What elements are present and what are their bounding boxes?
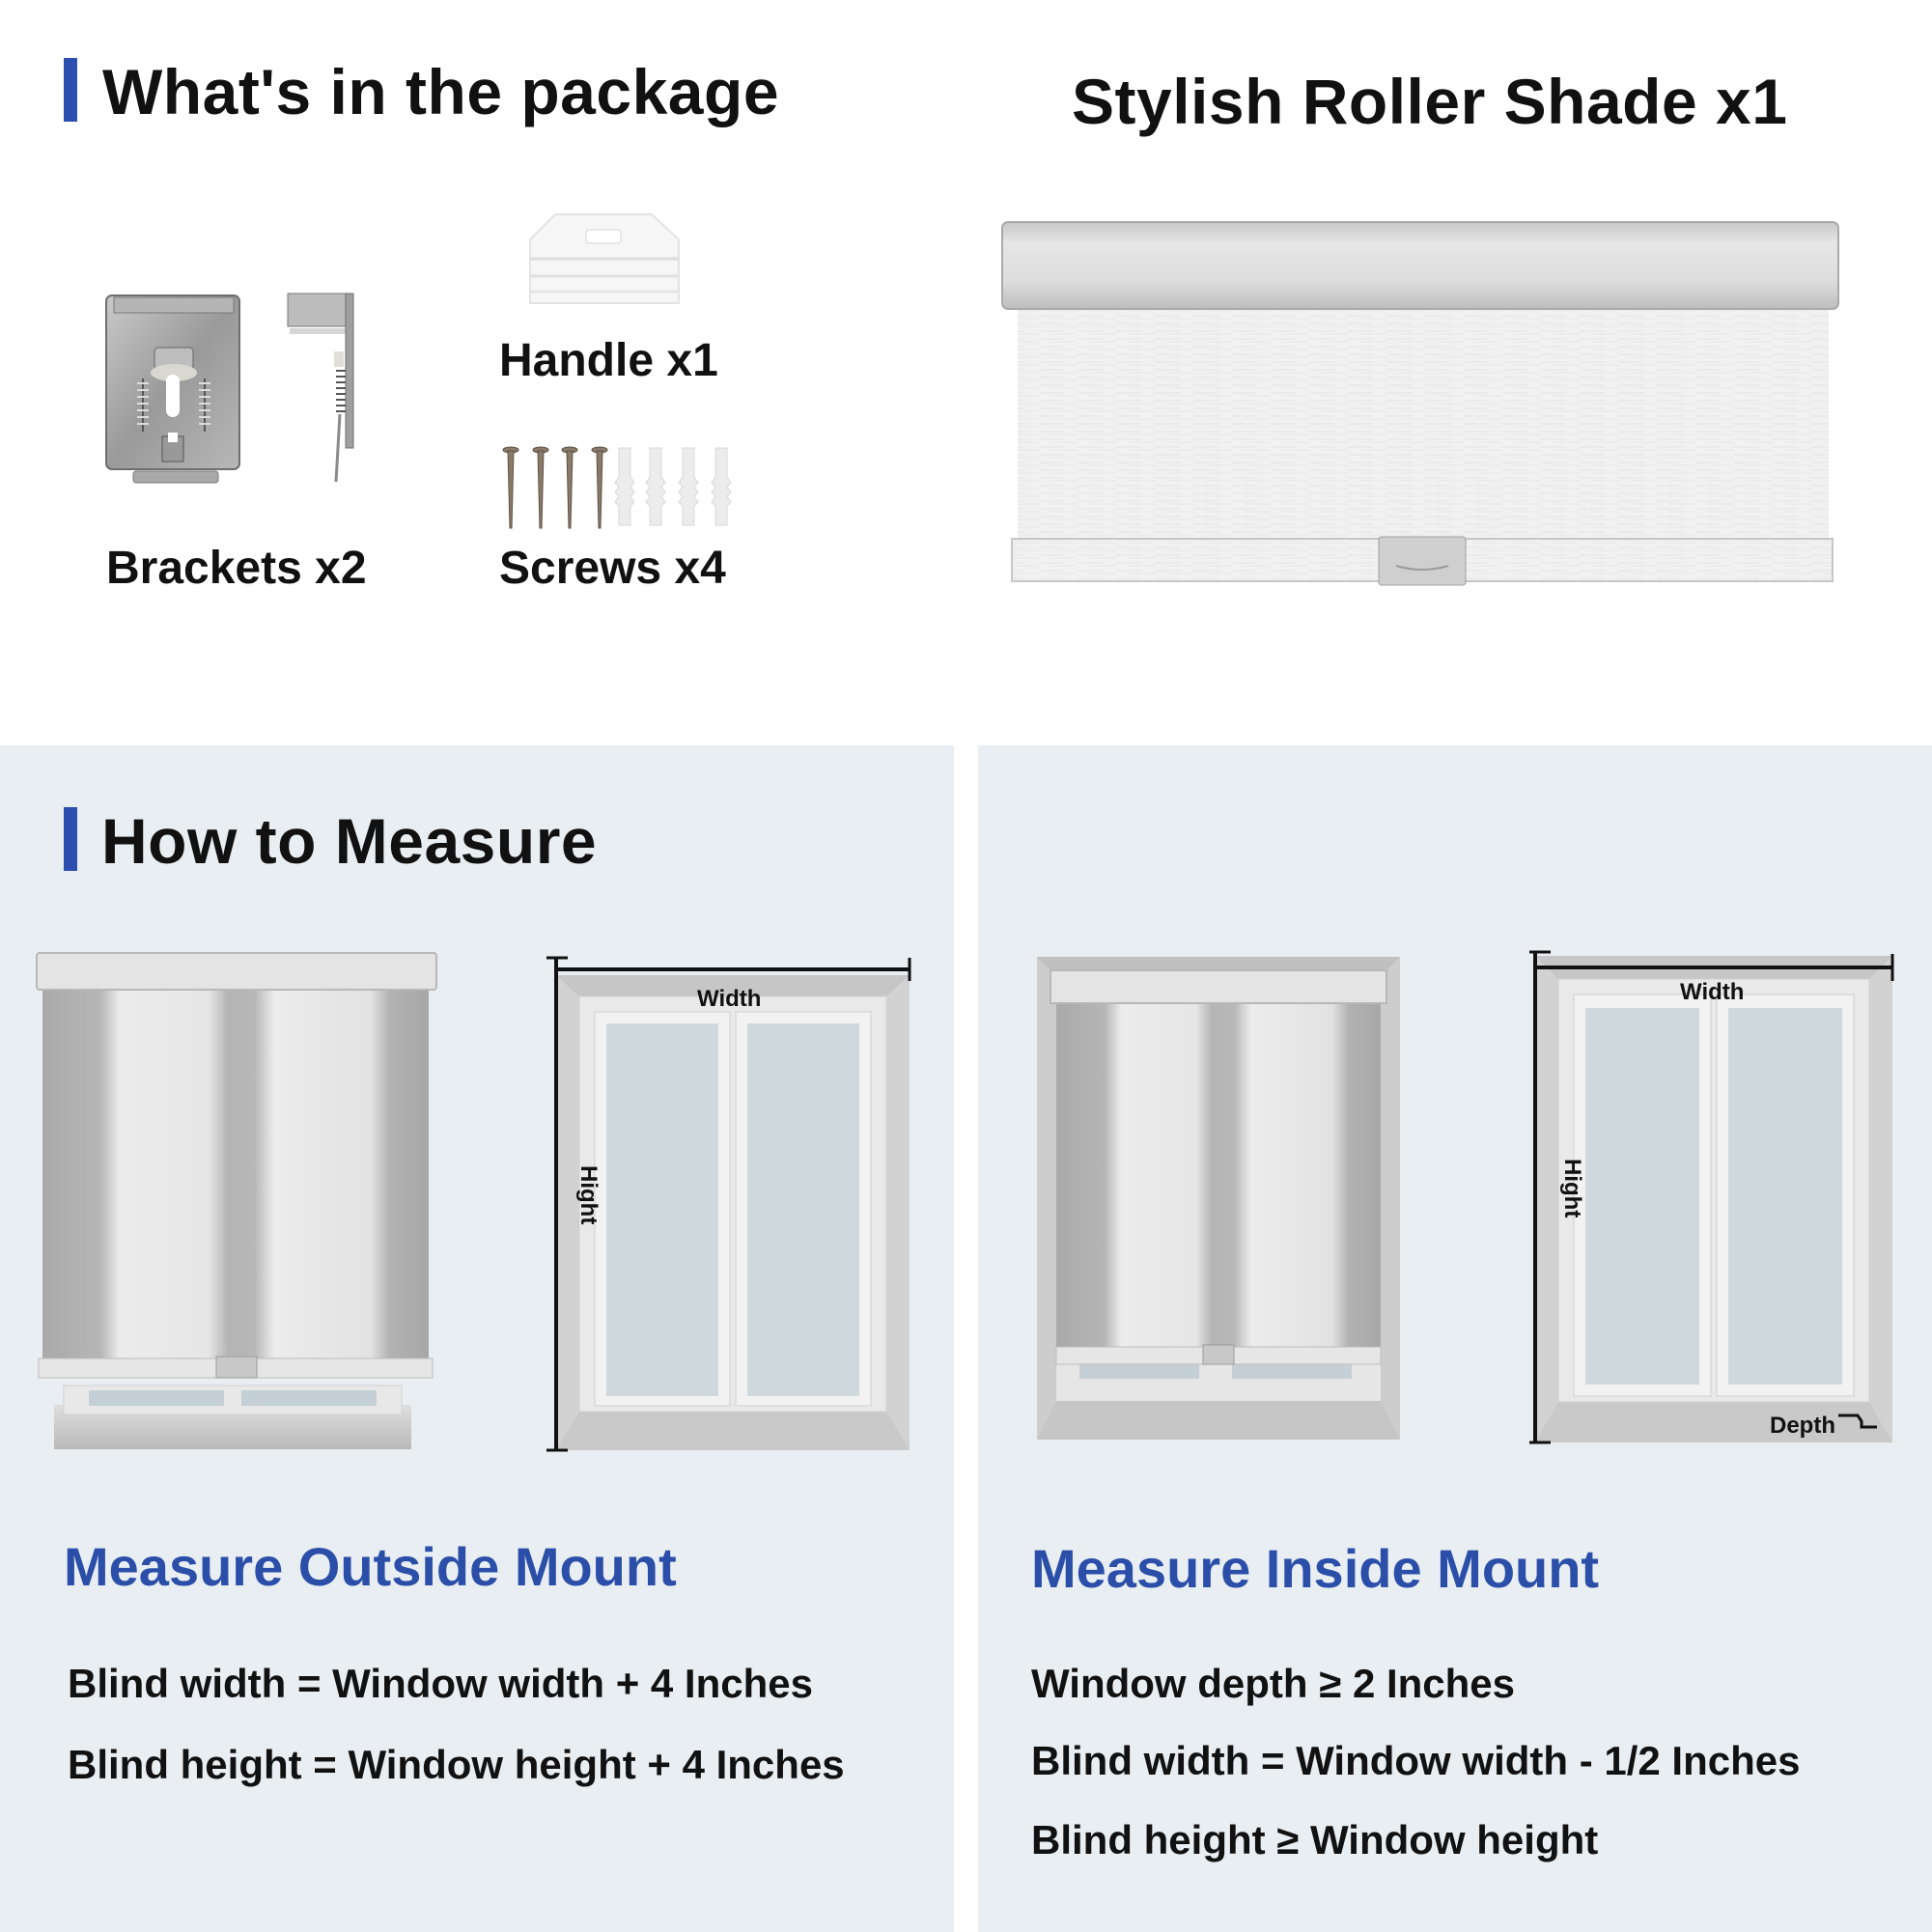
outside-formula-width: Blind width = Window width + 4 Inches [68,1661,813,1706]
width-label: Width [1680,979,1745,1005]
inside-formula-depth: Window depth ≥ 2 Inches [1031,1661,1516,1706]
inside-mount-heading: Measure Inside Mount [1031,1538,1600,1599]
screws-label: Screws x4 [499,543,726,594]
shade-title: Stylish Roller Shade x1 [1072,66,1788,137]
height-label: Hight [575,1165,602,1225]
height-label: Hight [1559,1159,1585,1218]
outside-formula-height: Blind height = Window height + 4 Inches [68,1742,845,1787]
section-accent-bar [64,58,77,122]
inside-formula-width: Blind width = Window width - 1/2 Inches [1031,1738,1801,1783]
measure-title: How to Measure [101,805,598,877]
brackets-label: Brackets x2 [106,543,367,594]
section-accent-bar [64,807,77,871]
handle-label: Handle x1 [499,335,718,386]
package-title: What's in the package [102,56,780,127]
outside-mount-heading: Measure Outside Mount [64,1536,677,1597]
width-label: Width [697,986,762,1012]
depth-label: Depth [1770,1413,1835,1439]
inside-formula-height: Blind height ≥ Window height [1031,1817,1599,1862]
